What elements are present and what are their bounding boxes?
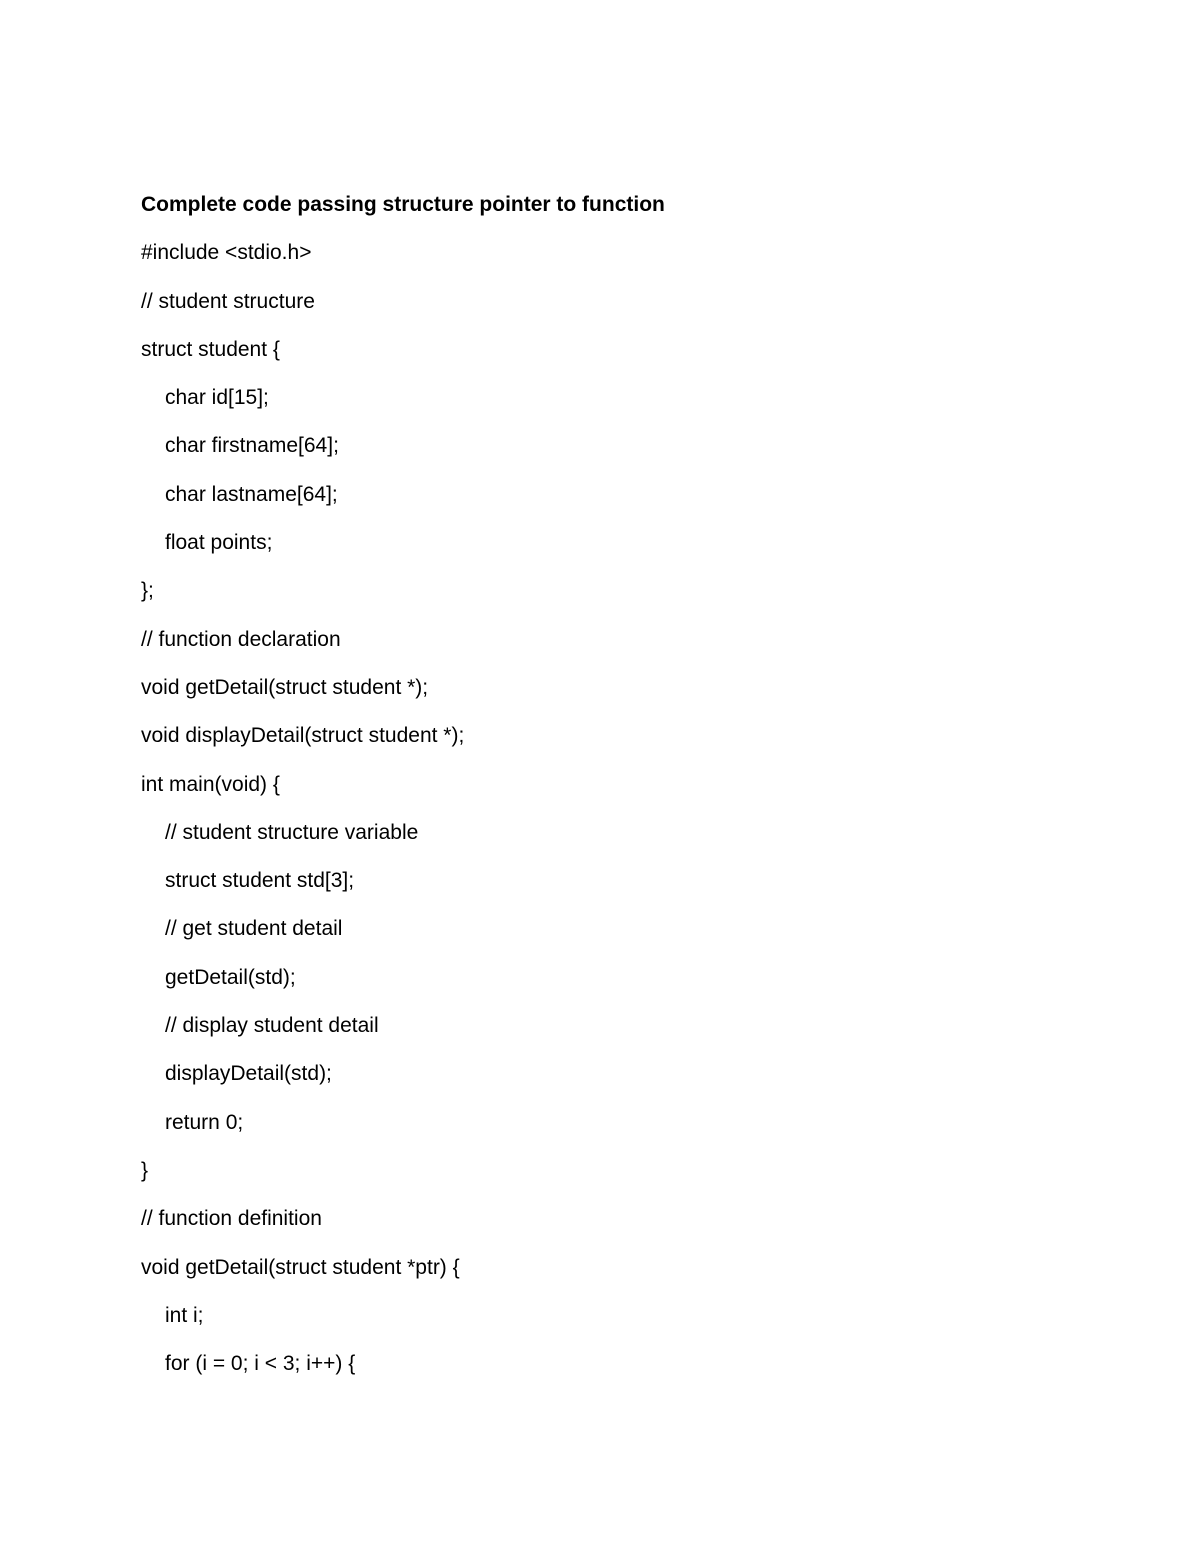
code-line: void getDetail(struct student *ptr) { — [141, 1255, 460, 1279]
code-line: void displayDetail(struct student *); — [141, 724, 465, 748]
code-line: #include <stdio.h> — [141, 241, 312, 265]
code-line: // function definition — [141, 1207, 322, 1231]
code-line: getDetail(std); — [165, 965, 296, 989]
code-line: float points; — [165, 531, 273, 555]
code-line: // student structure — [141, 289, 315, 313]
code-line: // get student detail — [165, 917, 343, 941]
code-line: for (i = 0; i < 3; i++) { — [165, 1352, 356, 1376]
code-line: return 0; — [165, 1110, 244, 1134]
code-line: struct student std[3]; — [165, 869, 355, 893]
code-line: char id[15]; — [165, 386, 269, 410]
document-body — [141, 190, 1101, 1397]
code-line: displayDetail(std); — [165, 1062, 332, 1086]
code-line: char firstname[64]; — [165, 434, 339, 458]
code-line: // display student detail — [165, 1014, 379, 1038]
code-line: }; — [141, 579, 154, 603]
code-line: int main(void) { — [141, 772, 280, 796]
code-block — [141, 238, 1101, 1397]
code-line: // function declaration — [141, 627, 341, 651]
document-title: Complete code passing structure pointer to function — [141, 193, 665, 216]
code-line: void getDetail(struct student *); — [141, 675, 429, 699]
code-line: char lastname[64]; — [165, 482, 338, 506]
code-line: } — [141, 1158, 149, 1182]
code-line: int i; — [165, 1303, 204, 1327]
code-line: // student structure variable — [165, 820, 419, 844]
code-line: struct student { — [141, 337, 280, 361]
